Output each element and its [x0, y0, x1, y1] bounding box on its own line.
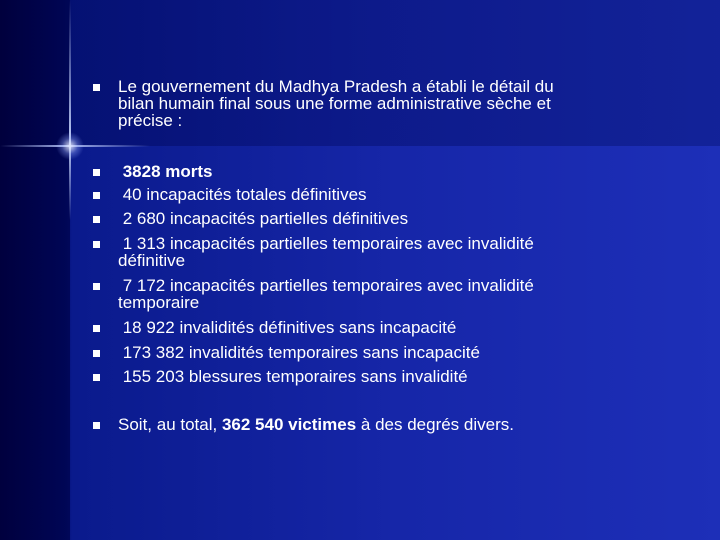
- list-item-text-continued: définitive: [118, 251, 186, 270]
- list-item-text: 18 922 invalidités définitives sans incapacité: [118, 318, 457, 337]
- list-item-text: 40 incapacités totales définitives: [118, 185, 367, 204]
- square-bullet-icon: [93, 216, 100, 223]
- intro-line-3: précise :: [118, 111, 183, 130]
- list-item-text: 7 172 incapacités partielles temporaires avec invalidité: [118, 276, 534, 295]
- square-bullet-icon: [93, 325, 100, 332]
- total-emphasis: 362 540 victimes: [221, 415, 357, 434]
- total-line: [118, 416, 514, 433]
- list-item-text: 2 680 incapacités partielles définitives: [118, 209, 409, 228]
- square-bullet-icon: [93, 169, 100, 176]
- square-bullet-icon: [93, 422, 100, 429]
- square-bullet-icon: [93, 84, 100, 91]
- square-bullet-icon: [93, 350, 100, 357]
- total-prefix: Soit, au total,: [118, 415, 222, 434]
- square-bullet-icon: [93, 283, 100, 290]
- list-item-text: 1 313 incapacités partielles temporaires avec invalidité: [118, 234, 534, 253]
- list-item-text: 173 382 invalidités temporaires sans incapacité: [118, 343, 480, 362]
- intro-line-1: Le gouvernement du Madhya Pradesh a établi le détail du: [118, 77, 554, 96]
- list-item-text-continued: temporaire: [118, 293, 200, 312]
- intro-line-2: bilan humain final sous une forme administrative sèche et: [118, 94, 551, 113]
- list-item-text: 3828 morts: [118, 162, 213, 181]
- square-bullet-icon: [93, 241, 100, 248]
- square-bullet-icon: [93, 374, 100, 381]
- total-suffix: à des degrés divers.: [356, 415, 514, 434]
- list-item-text: 155 203 blessures temporaires sans invalidité: [118, 367, 468, 386]
- square-bullet-icon: [93, 192, 100, 199]
